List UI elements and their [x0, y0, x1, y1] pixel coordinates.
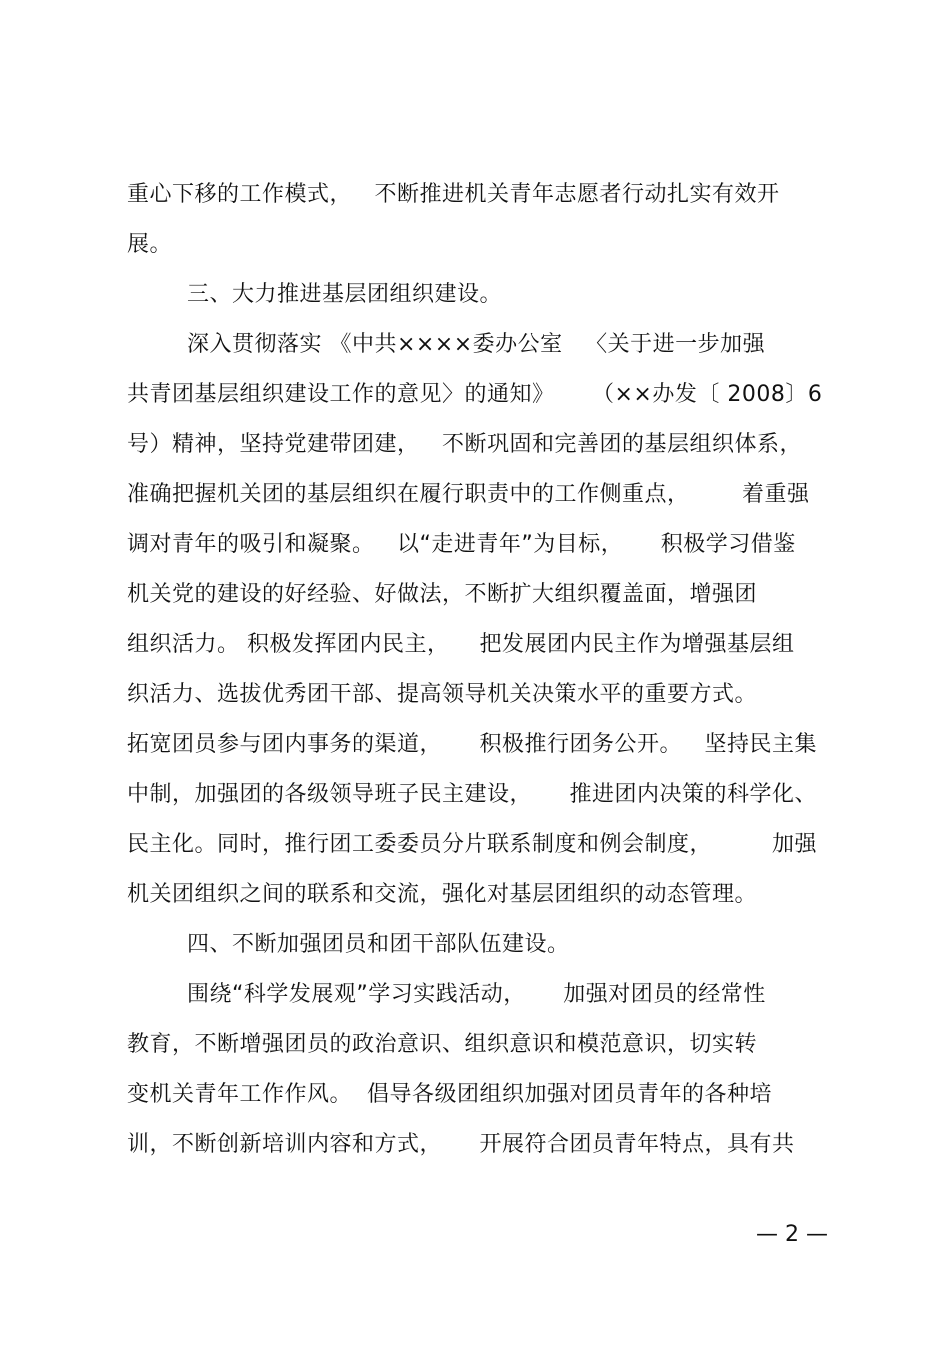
text-line: 组织活力。 积极发挥团内民主， 把发展团内民主作为增强基层组 — [127, 632, 795, 657]
text-line: 重心下移的工作模式， 不断推进机关青年志愿者行动扎实有效开 — [127, 182, 780, 207]
text-line: 准确把握机关团的基层组织在履行职责中的工作侧重点， 着重强 — [127, 482, 810, 507]
text-line: 共青团基层组织建设工作的意见〉的通知》 （××办发〔 2008〕6 — [127, 382, 823, 407]
text-line: 展。 — [127, 232, 173, 257]
section-heading: 四、不断加强团员和团干部队伍建设。 — [127, 932, 570, 957]
text-line: 变机关青年工作作风。 倡导各级团组织加强对团员青年的各种培 — [127, 1082, 772, 1107]
page-number: — 2 — — [756, 1222, 828, 1247]
text-line: 号）精神，坚持党建带团建， 不断巩固和完善团的基层组织体系， — [127, 432, 802, 457]
text-line: 围绕“科学发展观”学习实践活动， 加强对团员的经常性 — [127, 982, 766, 1007]
text-line: 中制，加强团的各级领导班子民主建设， 推进团内决策的科学化、 — [127, 782, 817, 807]
text-line: 深入贯彻落实 《中共××××委办公室 〈关于进一步加强 — [127, 332, 766, 357]
text-line: 拓宽团员参与团内事务的渠道， 积极推行团务公开。 坚持民主集 — [127, 732, 817, 757]
text-line: 织活力、选拔优秀团干部、提高领导机关决策水平的重要方式。 — [127, 682, 758, 707]
text-line: 调对青年的吸引和凝聚。 以“走进青年”为目标， 积极学习借鉴 — [127, 532, 796, 557]
section-heading: 三、大力推进基层团组织建设。 — [127, 282, 502, 307]
text-line: 教育，不断增强团员的政治意识、组织意识和模范意识，切实转 — [127, 1032, 758, 1057]
text-line: 民主化。同时，推行团工委委员分片联系制度和例会制度， 加强 — [127, 832, 817, 857]
text-line: 机关党的建设的好经验、好做法，不断扩大组织覆盖面，增强团 — [127, 582, 758, 607]
text-line: 训，不断创新培训内容和方式， 开展符合团员青年特点，具有共 — [127, 1132, 795, 1157]
text-line: 机关团组织之间的联系和交流，强化对基层团组织的动态管理。 — [127, 882, 758, 907]
